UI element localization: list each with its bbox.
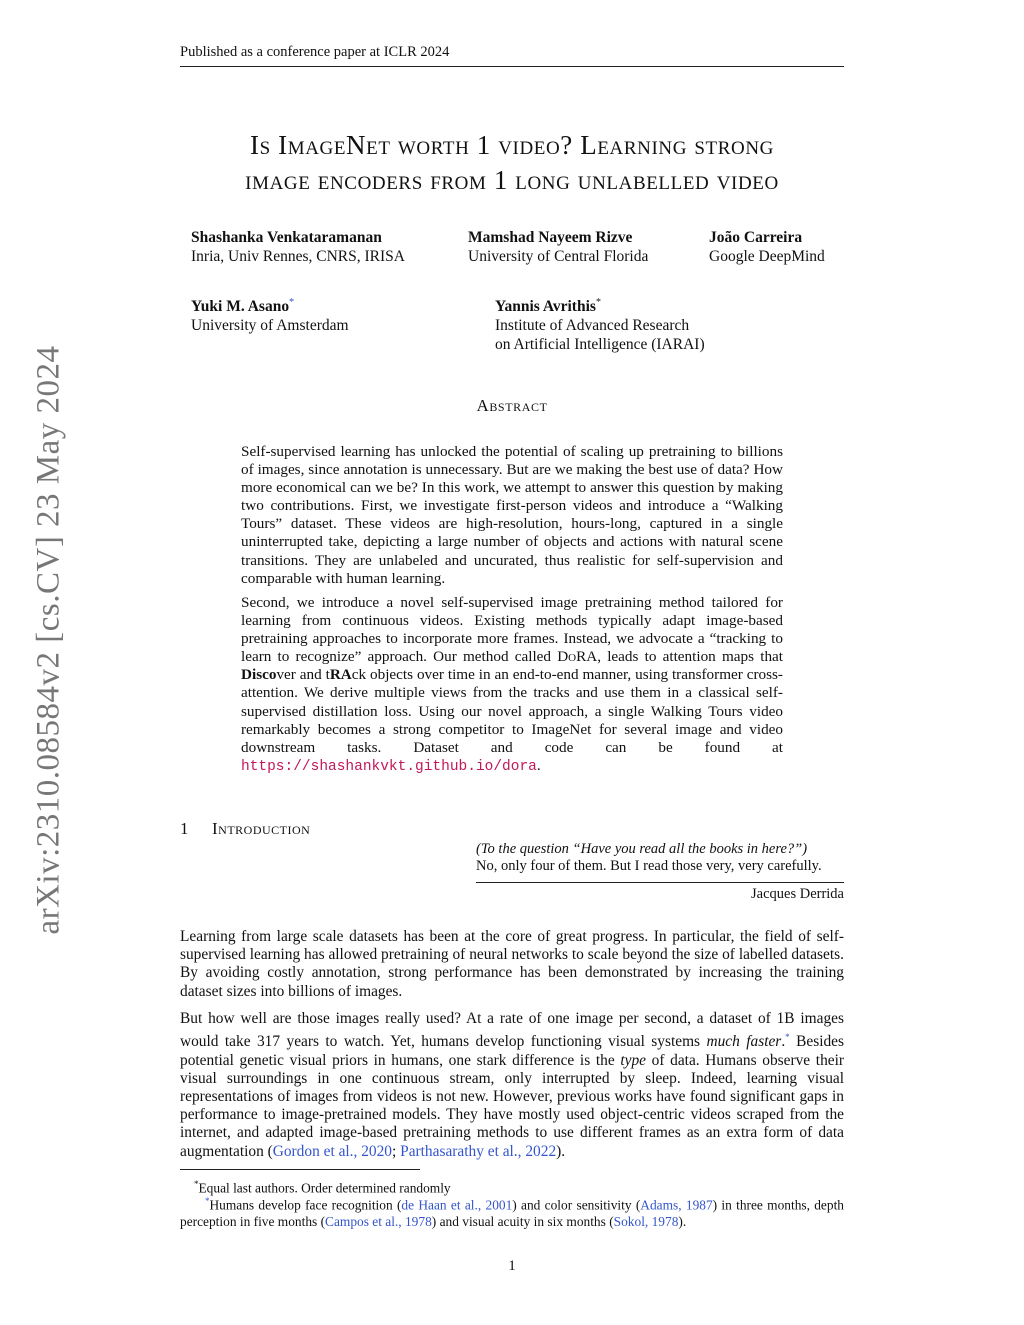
section-number: 1 [180, 819, 189, 838]
author-affiliation: Google DeepMind [709, 248, 825, 265]
footnote-rule [180, 1169, 420, 1170]
footnote-marker[interactable]: * [785, 1032, 790, 1043]
author-block-4 [191, 293, 349, 335]
author-name: João Carreira [709, 229, 803, 246]
author-name: Yannis Avrithis [495, 298, 596, 316]
author-block-1 [191, 228, 405, 266]
citation-link[interactable]: Sokol, 1978 [613, 1213, 679, 1229]
epigraph-attribution: Jacques Derrida [751, 886, 844, 902]
project-url-link[interactable]: https://shashankvkt.github.io/dora [241, 758, 537, 775]
author-footnote-mark[interactable]: * [289, 297, 295, 308]
title-line-2: image encoders from 1 long unlabelled video [245, 165, 779, 195]
running-header: Published as a conference paper at ICLR 2024 [180, 44, 450, 60]
citation-link[interactable]: Adams, 1987 [640, 1197, 713, 1213]
citation-link[interactable]: Gordon et al., 2020 [272, 1142, 393, 1160]
author-name: Mamshad Nayeem Rizve [468, 229, 633, 246]
citation-link[interactable]: Parthasarathy et al., 2022 [400, 1142, 557, 1160]
author-block-2 [468, 228, 648, 266]
author-affiliation: University of Amsterdam [191, 317, 349, 335]
section-title: Introduction [212, 819, 311, 838]
author-affiliation: University of Central Florida [468, 248, 649, 265]
arxiv-id: arXiv:2310.08584v2 [cs.CV] 23 May 2024 [30, 344, 67, 935]
abstract-paragraph-1: Self-supervised learning has unlocked the potential of scaling up pretraining to billions of images, since annotation is unnecessary. But are we making the best use of data? How more economical can we be? In this work, we attempt to answer this question by making two contributions. First, we investigate first-person videos and introduce a “Walking Tours” dataset. These videos are high-resolution, hours-long, captured in a single uninterrupted take, depicting a large number of objects and actions with natural scene transitions. They are unlabeled and uncurated, thus realistic for self-supervision and comparable with human learning. [241, 443, 783, 587]
author-name: Shashanka Venkataramanan [191, 229, 382, 246]
citation-link[interactable]: Campos et al., 1978 [325, 1213, 432, 1229]
footnote-1: *Equal last authors. Order determined randomly [194, 1179, 451, 1196]
paper-title [180, 128, 844, 198]
page-number: 1 [508, 1258, 516, 1274]
author-name: Yuki M. Asano [191, 298, 290, 316]
author-footnote-mark: * [595, 297, 601, 308]
footnote-2: *Humans develop face recognition (de Haan et al., 2001) and color sensitivity (Adams, 1987) in three months, depth perception in five months (Campos et al., 1978) and visual acuity in six months (Sokol, 1978). [180, 1196, 844, 1229]
epigraph-question: (To the question “Have you read all the books in here?”) [476, 841, 808, 857]
author-block-3 [709, 228, 825, 266]
intro-paragraph-2: But how well are those images really used? At a rate of one image per second, a dataset of 1B images would take 317 years to watch. Yet, humans develop functioning visual systems much faster.* Besides potential genetic visual priors in humans, one stark difference is the type of data. Humans observe their visual surroundings in one continuous stream, only interrupted by sleep. Indeed, learning visual representations of images from videos is not new. However, previous works have found significant gaps in performance to image-pretrained models. They have mostly used object-centric videos scraped from the internet, and adapted image-based pretraining methods to use different frames as an extra form of data augmentation (Gordon et al., 2020; Parthasarathy et al., 2022). [180, 1010, 845, 1160]
epigraph-answer: No, only four of them. But I read those very, very carefully. [476, 858, 822, 874]
citation-link[interactable]: de Haan et al., 2001 [401, 1197, 513, 1213]
author-block-5 [495, 293, 705, 354]
intro-paragraph-1: Learning from large scale datasets has been at the core of great progress. In particular, the field of self-supervised learning has allowed pretraining of neural networks to scale beyond the size of labelled datasets. By avoiding costly annotation, strong performance has been demonstrated by increasing the training dataset sizes into billions of images. [180, 928, 844, 1000]
author-affiliation: Inria, Univ Rennes, CNRS, IRISA [191, 248, 405, 265]
author-affiliation: Institute of Advanced Research [495, 317, 690, 335]
header-rule [180, 66, 844, 67]
abstract-heading: Abstract [476, 396, 548, 415]
section-heading [180, 819, 310, 839]
abstract-paragraph-2: Second, we introduce a novel self-supervised image pretraining method tailored for learning from continuous videos. Existing methods typically adapt image-based pretraining approaches to incorporate more frames. Instead, we advocate a “tracking to learn to recognize” approach. Our method called DoRA, leads to attention maps that Discover and tRAck objects over time in an end-to-end manner, using transformer cross-attention. We derive multiple views from the tracks and use them in a classical self-supervised distillation loss. Using our novel approach, a single Walking Tours video remarkably becomes a strong competitor to ImageNet for several image and video downstream tasks. Dataset and code can be found at https://shashankvkt.github.io/dora. [241, 594, 783, 775]
epigraph-rule [476, 882, 844, 883]
arxiv-side-stamp [14, 332, 84, 947]
author-affiliation-line-2: on Artificial Intelligence (IARAI) [495, 336, 705, 354]
method-name: DoRA [557, 648, 598, 666]
title-line-1: Is ImageNet worth 1 video? Learning strong [250, 130, 774, 160]
